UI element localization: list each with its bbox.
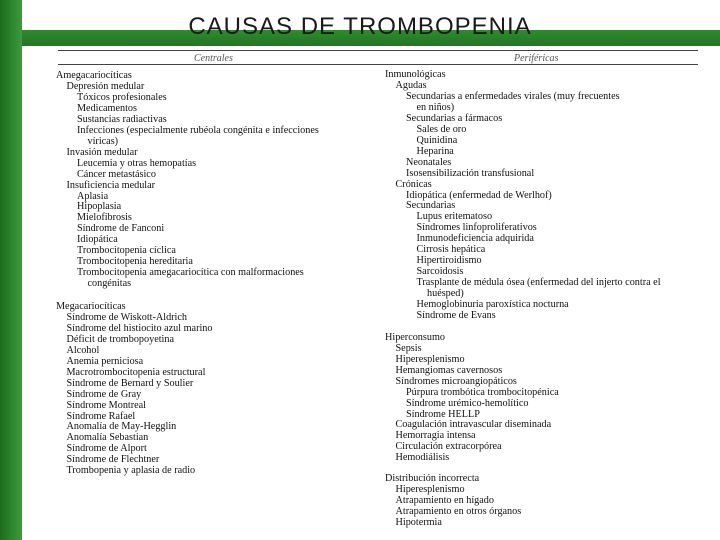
cause-item: Síndromes microangiopáticos	[395, 375, 517, 387]
cause-item: Infecciones (especialmente rubéola congénita e infecciones	[77, 124, 319, 136]
cause-item: Medicamentos	[77, 102, 137, 114]
cause-item: Hipotermia	[395, 517, 442, 528]
cause-item: Distribución incorrecta	[385, 473, 480, 485]
cause-item: Inmunológicas	[385, 69, 446, 80]
cause-item: Síndrome de Gray	[66, 388, 142, 400]
cause-item: Aplasia	[77, 190, 109, 202]
cause-item: Crónicas	[395, 178, 432, 190]
cause-item: Sepsis	[395, 342, 422, 354]
cause-item: Mielofibrosis	[77, 212, 132, 224]
cause-item: Isosensibilización transfusional	[406, 167, 535, 179]
column-header-centrales: Centrales	[194, 53, 233, 64]
cause-item: Coagulación intravascular diseminada	[395, 419, 552, 431]
cause-item: Megacariocíticas	[56, 301, 126, 312]
header-rule	[58, 64, 698, 65]
cause-item: Quinidina	[416, 134, 458, 146]
cause-item: Sales de oro	[416, 123, 467, 135]
cause-item: Depresión medular	[66, 80, 145, 92]
cause-item: Anomalía de May-Hegglin	[66, 421, 177, 433]
cause-item: Síndrome de Bernard y Soulier	[66, 377, 194, 389]
cause-item: Hiperesplenismo	[395, 484, 465, 496]
cause-item: Sustancias radiactivas	[77, 113, 167, 125]
cause-item: Síndrome HELLP	[406, 408, 480, 420]
cause-item: Trombocitopenia hereditaria	[77, 256, 193, 268]
cause-item: Síndrome Rafael	[66, 410, 136, 422]
cause-item: Heparina	[416, 145, 454, 157]
cause-item: Leucemia y otras hemopatías	[77, 157, 197, 169]
cause-item: Agudas	[395, 79, 427, 91]
scanned-table	[48, 46, 720, 540]
cause-item: Amegacariocíticas	[56, 70, 132, 81]
cause-item: Síndrome de Alport	[66, 443, 147, 455]
cause-item: Hiperesplenismo	[395, 353, 465, 365]
cause-item: Trombocitopenia cíclica	[77, 245, 176, 257]
cause-item: Hipertiroidismo	[416, 255, 482, 267]
cause-item: Hemangiomas cavernosos	[395, 364, 503, 376]
cause-item: Macrotrombocitopenia estructural	[66, 366, 206, 378]
cause-item: Invasión medular	[66, 146, 138, 158]
cause-item: Atrapamiento en otros órganos	[395, 506, 522, 518]
cause-item: Idiopática	[77, 234, 118, 246]
cause-item: Hiperconsumo	[385, 331, 445, 343]
cause-item: víricas)	[87, 135, 119, 147]
cause-item: Anemia perniciosa	[66, 355, 144, 367]
cause-item: Hemorragia intensa	[395, 430, 476, 442]
cause-item: Hipoplasia	[77, 201, 122, 213]
cause-item: Hemodiálisis	[395, 452, 450, 464]
cause-item: Secundarias a fármacos	[406, 112, 503, 124]
cause-item: congénitas	[87, 278, 132, 289]
cause-item: huésped)	[427, 288, 464, 299]
cause-item: Secundarias	[406, 200, 456, 212]
cause-item: en niños)	[416, 101, 455, 113]
cause-item: Síndromes linfoproliferativos	[416, 222, 537, 234]
top-rule	[58, 50, 698, 51]
cause-item: Trombocitopenia amegacariocítica con malformaciones	[77, 267, 304, 279]
cause-item: Tóxicos profesionales	[77, 91, 167, 103]
cause-item: Trasplante de médula ósea (enfermedad del injerto contra el	[416, 277, 661, 288]
cause-item: Circulación extracorpórea	[395, 441, 502, 453]
cause-item: Idiopática (enfermedad de Werlhof)	[406, 189, 552, 201]
cause-item: Sarcoidosis	[416, 266, 464, 278]
cause-item: Hemoglobinuria paroxística nocturna	[416, 298, 569, 310]
cause-item: Neonatales	[406, 156, 452, 168]
cause-item: Atrapamiento en hígado	[395, 495, 494, 507]
cause-item: Cáncer metastásico	[77, 168, 156, 180]
cause-item: Inmunodeficiencia adquirida	[416, 233, 534, 245]
cause-item: Trombopenia y aplasia de radio	[66, 465, 196, 477]
cause-item: Síndrome Montreal	[66, 399, 147, 411]
cause-item: Síndrome de Flechtner	[66, 454, 160, 466]
cause-item: Secundarias a enfermedades virales (muy frecuentes	[406, 90, 620, 102]
column-header-perifericas: Periféricas	[514, 53, 559, 64]
cause-item: Síndrome de Evans	[416, 309, 496, 321]
cause-item: Púrpura trombótica trombocitopénica	[406, 386, 559, 398]
cause-item: Anomalía Sebastian	[66, 432, 149, 444]
cause-item: Síndrome urémico-hemolítico	[406, 397, 529, 409]
cause-item: Síndrome de Fanconi	[77, 223, 165, 235]
cause-item: Cirrosis hepática	[416, 244, 486, 256]
cause-item: Déficit de trombopoyetina	[66, 333, 175, 345]
cause-item: Lupus eritematoso	[416, 211, 493, 223]
cause-item: Síndrome del histiocito azul marino	[66, 322, 213, 334]
cause-item: Síndrome de Wiskott-Aldrich	[66, 311, 188, 323]
slide-title: CAUSAS DE TROMBOPENIA	[188, 13, 532, 40]
cause-item: Alcohol	[66, 344, 100, 356]
left-accent-bar	[0, 0, 22, 540]
cause-item: Insuficiencia medular	[66, 179, 156, 191]
